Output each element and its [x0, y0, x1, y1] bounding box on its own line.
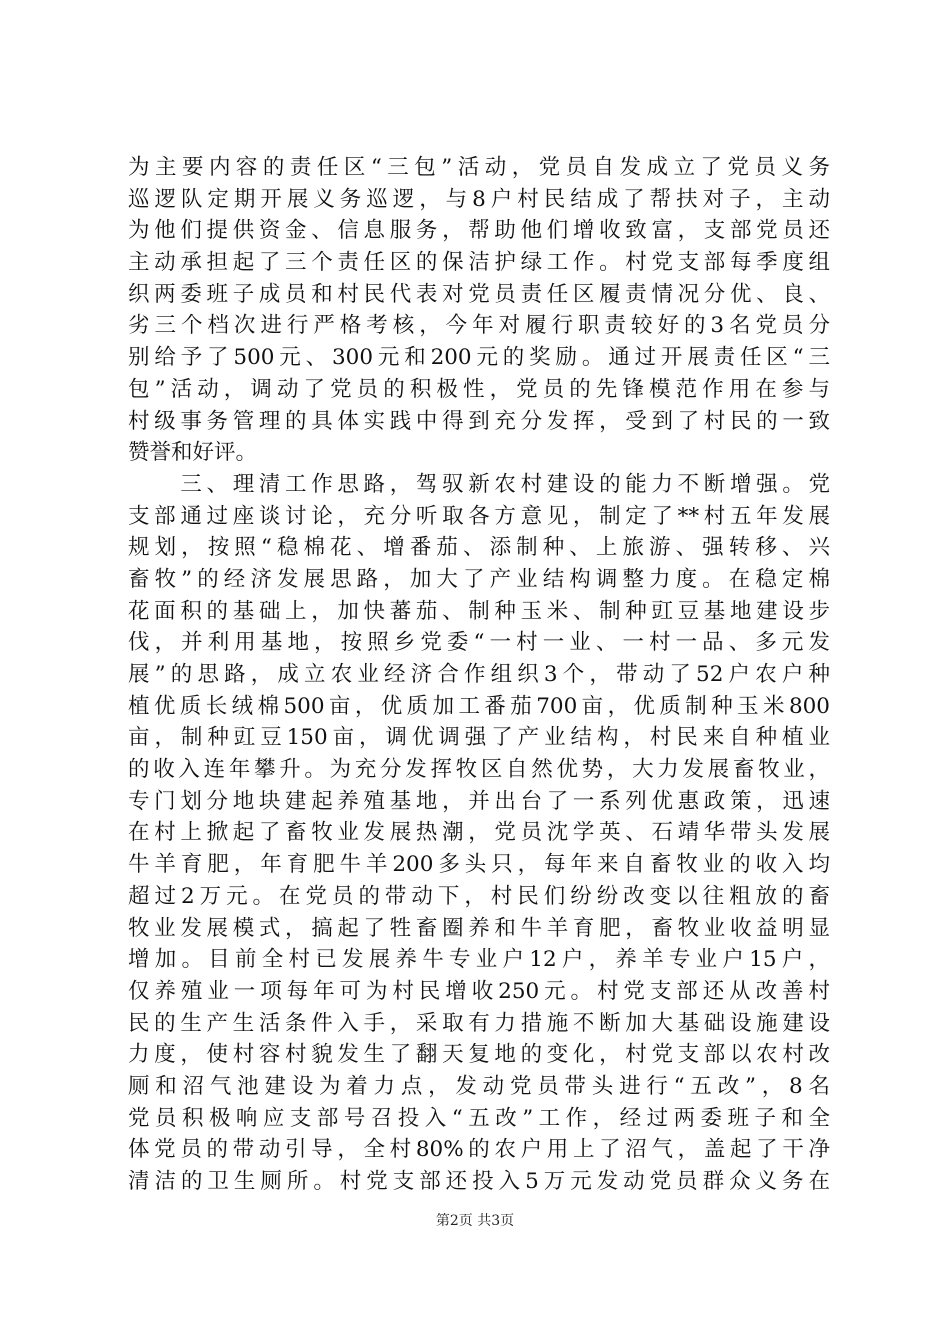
text-line: 主动承担起了三个责任区的保洁护绿工作。村党支部每季度组 [128, 250, 830, 276]
text-line: 增加。目前全村已发展养牛专业户12户，养羊专业户15户， [128, 947, 830, 973]
text-line: 巡逻队定期开展义务巡逻，与8户村民结成了帮扶对子，主动 [128, 186, 830, 212]
text-line: 民的生产生活条件入手，采取有力措施不断加大基础设施建设 [128, 1010, 830, 1036]
text-line: 仅养殖业一项每年可为村民增收250元。村党支部还从改善村 [128, 978, 830, 1004]
text-line: 支部通过座谈讨论，充分听取各方意见，制定了**村五年发展 [128, 503, 830, 529]
text-line: 展”的思路，成立农业经济合作组织3个，带动了52户农户种 [128, 662, 830, 687]
text-line: 为主要内容的责任区“三包”活动，党员自发成立了党员义务 [128, 155, 830, 180]
text-line: 植优质长绒棉500亩，优质加工番茄700亩，优质制种玉米800 [128, 693, 830, 719]
text-line: 亩，制种豇豆150亩，调优调强了产业结构，村民来自种植业 [128, 725, 830, 751]
section-heading-line: 三、理清工作思路，驾驭新农村建设的能力不断增强。党 [128, 471, 830, 497]
text-line: 力度，使村容村貌发生了翻天复地的变化，村党支部以农村改 [128, 1042, 830, 1068]
text-line: 织两委班子成员和村民代表对党员责任区履责情况分优、良、 [128, 281, 830, 307]
text-line: 清洁的卫生厕所。村党支部还投入5万元发动党员群众义务在 [128, 1169, 830, 1194]
page-footer [0, 1210, 950, 1230]
text-line: 伐，并利用基地，按照乡党委“一村一业、一村一品、多元发 [128, 630, 830, 656]
text-line: 规划，按照“稳棉花、增番茄、添制种、上旅游、强转移、兴 [128, 535, 830, 561]
text-line: 花面积的基础上，加快蕃茄、制种玉米、制种豇豆基地建设步 [128, 598, 830, 624]
text-line: 为他们提供资金、信息服务，帮助他们增收致富，支部党员还 [128, 218, 830, 244]
text-line: 在村上掀起了畜牧业发展热潮，党员沈学英、石靖华带头发展 [128, 820, 830, 846]
text-line: 赞誉和好评。 [128, 440, 258, 466]
text-line: 党员积极响应支部号召投入“五改”工作，经过两委班子和全 [128, 1105, 830, 1131]
page-number-label: 第2页 共3页 [435, 1213, 515, 1229]
text-line: 的收入连年攀升。为充分发挥牧区自然优势，大力发展畜牧业， [128, 757, 830, 783]
text-line: 专门划分地块建起养殖基地，并出台了一系列优惠政策，迅速 [128, 788, 830, 814]
text-line: 牛羊育肥，年育肥牛羊200多头只，每年来自畜牧业的收入均 [128, 852, 830, 878]
body-text [128, 152, 830, 1198]
text-line: 牧业发展模式，搞起了牲畜圈养和牛羊育肥，畜牧业收益明显 [128, 915, 830, 941]
text-line: 畜牧”的经济发展思路，加大了产业结构调整力度。在稳定棉 [128, 566, 830, 592]
text-line: 劣三个档次进行严格考核，今年对履行职责较好的3名党员分 [128, 313, 830, 339]
text-line: 超过2万元。在党员的带动下，村民们纷纷改变以往粗放的畜 [128, 883, 830, 909]
text-line: 包”活动，调动了党员的积极性，党员的先锋模范作用在参与 [128, 376, 830, 402]
text-line: 别给予了500元、300元和200元的奖励。通过开展责任区“三 [128, 345, 830, 371]
text-line: 体党员的带动引导，全村80%的农户用上了沼气，盖起了干净 [128, 1137, 830, 1163]
text-line: 村级事务管理的具体实践中得到充分发挥，受到了村民的一致 [128, 408, 830, 434]
text-line: 厕和沼气池建设为着力点，发动党员带头进行“五改”，8名 [128, 1073, 830, 1099]
